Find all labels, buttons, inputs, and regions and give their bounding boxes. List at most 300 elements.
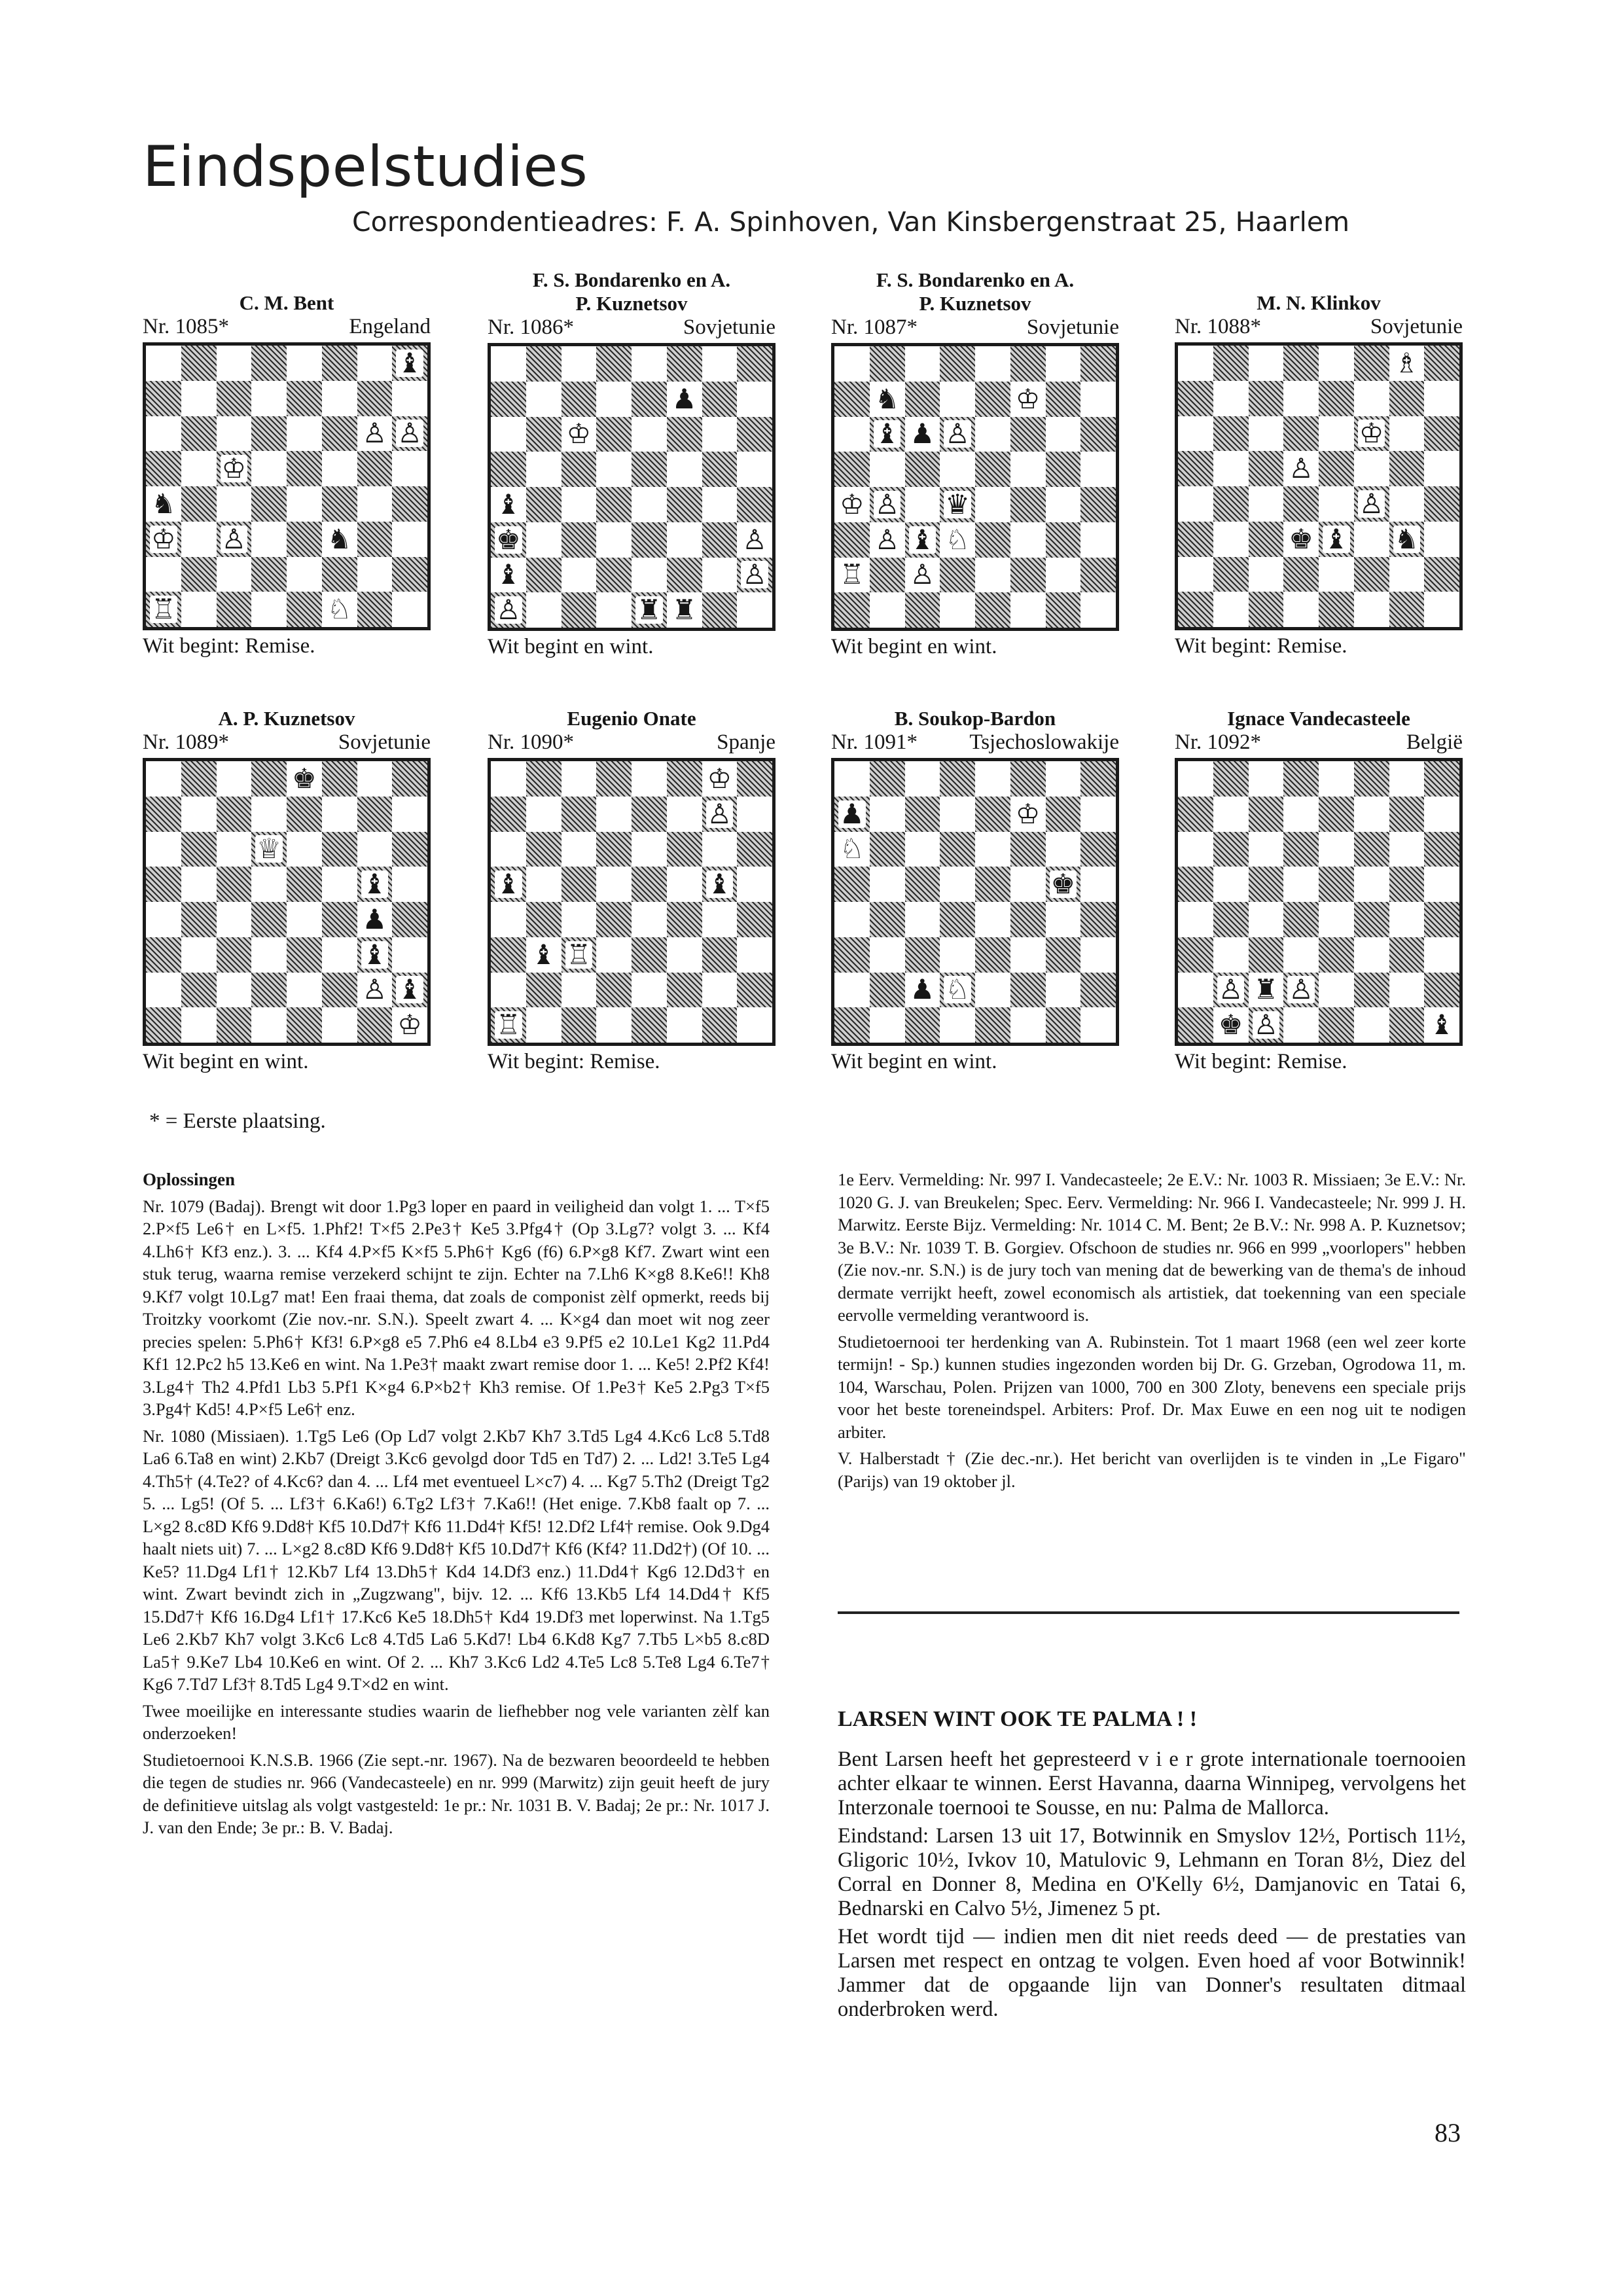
board-square [1283,1007,1319,1043]
board-square [702,973,738,1008]
board-square [632,832,667,867]
board-square [834,592,870,628]
study-author: Ignace Vandecasteele [1227,707,1410,730]
board-square [1283,902,1319,937]
board-square [392,522,427,557]
board-square [667,452,702,487]
board-square [1080,867,1116,902]
board-square [596,592,632,628]
board-square [1178,486,1213,522]
board-square [392,557,427,592]
chess-piece-icon: ♖ [566,938,592,971]
board-square [1354,557,1389,592]
paragraph: Eindstand: Larsen 13 uit 17, Botwinnik en Smyslov 12½, Portisch 11½, Gligoric 10½, Ivkov 10, Matulovic 9, Lehmann en Toran 8½, Diez del Corral en Donner 8, Medina en O'Kelly 6½, Damjanovic en Tatai 6, Bednarski en Calvo 5½, Jimenez 5 pt. [838,1824,1466,1920]
chess-piece-icon: ♝ [531,938,556,971]
chess-piece-icon: ♝ [362,938,387,971]
board-square [596,761,632,797]
chess-piece-icon: ♜ [637,594,662,626]
board-square [702,867,738,902]
chess-piece-icon: ♜ [1253,973,1279,1006]
board-square [217,761,252,797]
chess-piece-icon: ♙ [874,488,900,520]
board-square [1249,1007,1284,1043]
board-square [940,522,975,558]
chess-piece-icon: ♔ [397,1009,422,1041]
board-square [217,486,252,522]
board-square [1046,902,1081,937]
board-square [1213,761,1249,797]
board-square [632,902,667,937]
board-square [905,417,940,452]
board-square [1249,797,1284,832]
board-square [392,937,427,973]
board-square [702,1007,738,1043]
board-square [491,973,526,1008]
board-square [322,522,357,557]
board-square [596,487,632,522]
board-square [905,558,940,593]
board-square [737,487,772,522]
board-square [632,797,667,832]
chess-piece-icon: ♟ [840,797,865,830]
board-square [1319,451,1354,486]
board-square [1389,416,1425,452]
board-square [1046,452,1081,487]
board-square [667,592,702,628]
board-square [392,902,427,937]
board-square [287,937,322,973]
chess-piece-icon: ♔ [566,418,592,450]
board-square [1319,761,1354,797]
board-square [737,973,772,1008]
board-square [596,522,632,558]
board-square [1080,558,1116,593]
article-body [838,1748,1466,2026]
board-square [632,937,667,973]
board-square [975,1007,1010,1043]
board-square [251,1007,287,1043]
chess-piece-icon: ♞ [151,487,176,520]
board-square [1213,832,1249,867]
chess-piece-icon: ♘ [840,833,865,865]
board-square [905,867,940,902]
board-square [287,867,322,902]
board-square [392,1007,427,1043]
board-square [870,937,905,973]
board-square [146,1007,181,1043]
chess-piece-icon: ♙ [910,558,935,591]
board-square [834,761,870,797]
board-square [1354,451,1389,486]
board-square [181,797,217,832]
board-square [562,1007,597,1043]
board-square [667,761,702,797]
board-square [1354,902,1389,937]
chess-piece-icon: ♙ [496,594,521,626]
paragraph: Het wordt tijd — indien men dit niet reeds deed — de prestaties van Larsen met respect en ontzag te volgen. Even hoed af voor Botwinnik! Jammer dat de opgaande lijn van Donner's resultaten ditmaal onderbroken werd. [838,1925,1466,2021]
board-square [702,522,738,558]
chess-piece-icon: ♘ [945,973,970,1006]
board-square [1080,522,1116,558]
board-square [940,832,975,867]
board-square [526,592,562,628]
board-square [1249,522,1284,557]
board-square [667,937,702,973]
board-square [526,973,562,1008]
study-author: Eugenio Onate [567,707,696,730]
board-square [1010,558,1046,593]
chess-piece-icon: ♖ [840,558,865,591]
chess-piece-icon: ♝ [910,523,935,556]
study-condition: Wit begint: Remise. [1175,634,1347,658]
board-square [1046,346,1081,382]
board-square [146,346,181,381]
board-square [632,382,667,417]
board-square [1080,937,1116,973]
board-square [1010,382,1046,417]
board-square [357,867,393,902]
board-square [1249,973,1284,1008]
board-square [834,973,870,1008]
board-square [1010,797,1046,832]
board-square [1283,761,1319,797]
board-square [146,486,181,522]
board-square [1424,451,1459,486]
board-square [491,832,526,867]
board-square [975,522,1010,558]
board-square [181,867,217,902]
board-square [1178,867,1213,902]
board-square [322,867,357,902]
board-square [834,417,870,452]
board-square [1354,592,1389,627]
chess-piece-icon: ♝ [397,346,422,379]
board-square [1178,416,1213,452]
board-square [1389,381,1425,416]
board-square [491,346,526,382]
board-square [1249,557,1284,592]
study-1092 [1175,707,1463,1074]
board-square [1249,486,1284,522]
board-square [392,451,427,486]
board-square [392,973,427,1008]
board-square [1424,1007,1459,1043]
board-square [1424,522,1459,557]
board-square [1424,937,1459,973]
chess-piece-icon: ♙ [1289,452,1313,485]
board-square [1178,937,1213,973]
board-square [975,867,1010,902]
board-square [181,902,217,937]
board-square [287,451,322,486]
board-square [1080,832,1116,867]
board-square [357,832,393,867]
chess-piece-icon: ♝ [496,558,521,591]
board-square [737,558,772,593]
board-square [562,487,597,522]
board-square [1283,486,1319,522]
board-square [287,557,322,592]
board-square [667,346,702,382]
board-square [702,797,738,832]
board-square [357,1007,393,1043]
board-square [870,452,905,487]
board-square [357,416,393,452]
board-square [357,902,393,937]
chess-piece-icon: ♔ [221,452,247,485]
board-square [526,937,562,973]
board-square [1046,973,1081,1008]
board-square [251,937,287,973]
chess-diagram [1175,342,1463,630]
board-square [1354,346,1389,381]
board-square [181,381,217,416]
board-square [217,1007,252,1043]
board-square [526,761,562,797]
board-square [392,797,427,832]
board-square [357,346,393,381]
board-square [1283,522,1319,557]
board-square [1389,902,1425,937]
board-square [1319,832,1354,867]
page-title: Eindspelstudies [143,134,588,200]
board-square [392,867,427,902]
study-1089 [143,707,431,1074]
board-square [287,902,322,937]
board-square [870,867,905,902]
board-square [562,867,597,902]
chess-piece-icon: ♝ [397,973,422,1006]
board-square [357,522,393,557]
board-square [251,902,287,937]
board-square [1424,381,1459,416]
board-square [287,973,322,1008]
board-square [181,937,217,973]
board-square [975,973,1010,1008]
board-square [392,592,427,627]
board-square [217,832,252,867]
study-condition: Wit begint: Remise. [143,634,315,658]
board-square [1283,557,1319,592]
board-square [632,417,667,452]
solutions-column [143,1168,770,1843]
board-square [287,592,322,627]
board-square [870,592,905,628]
board-square [1178,557,1213,592]
board-square [1354,761,1389,797]
chess-piece-icon: ♚ [1050,868,1076,901]
board-square [287,832,322,867]
board-square [1319,797,1354,832]
board-square [491,592,526,628]
board-square [1319,592,1354,627]
study-condition: Wit begint: Remise. [488,1050,660,1073]
board-square [632,487,667,522]
board-square [1424,902,1459,937]
study-number: Nr. 1089* [143,730,229,754]
board-square [357,592,393,627]
board-square [217,346,252,381]
board-square [1046,558,1081,593]
board-square [322,592,357,627]
board-square [322,973,357,1008]
board-square [702,558,738,593]
board-square [596,973,632,1008]
chess-diagram [831,343,1119,631]
board-square [322,797,357,832]
board-square [1080,417,1116,452]
board-square [1249,416,1284,452]
board-square [1178,973,1213,1008]
board-square [975,797,1010,832]
board-square [251,761,287,797]
board-square [357,937,393,973]
board-square [1213,592,1249,627]
board-square [357,381,393,416]
chess-piece-icon: ♕ [257,833,281,865]
board-square [1046,522,1081,558]
board-square [357,451,393,486]
board-square [1080,797,1116,832]
board-square [702,937,738,973]
board-square [940,902,975,937]
chess-diagram [488,343,776,631]
board-square [181,522,217,557]
study-number: Nr. 1085* [143,315,229,338]
board-square [702,382,738,417]
board-square [1354,973,1389,1008]
board-square [834,522,870,558]
board-square [1213,346,1249,381]
chess-piece-icon: ♖ [151,593,176,626]
board-square [737,797,772,832]
chess-piece-icon: ♘ [327,593,352,626]
board-square [870,346,905,382]
board-square [217,592,252,627]
chess-piece-icon: ♟ [910,418,935,450]
board-square [146,902,181,937]
board-square [357,761,393,797]
board-square [1046,761,1081,797]
board-square [1319,902,1354,937]
board-square [905,761,940,797]
board-square [1389,1007,1425,1043]
chess-piece-icon: ♔ [1359,417,1384,450]
board-square [392,761,427,797]
board-square [667,417,702,452]
board-square [905,902,940,937]
board-square [596,346,632,382]
board-square [1249,902,1284,937]
board-square [251,557,287,592]
chess-piece-icon: ♞ [327,522,352,555]
board-square [491,417,526,452]
board-square [1424,557,1459,592]
board-square [834,832,870,867]
article-headline: LARSEN WINT OOK TE PALMA ! ! [838,1707,1198,1731]
board-square [217,416,252,452]
study-condition: Wit begint en wint. [831,1050,997,1073]
board-square [1249,832,1284,867]
board-square [667,867,702,902]
board-square [870,902,905,937]
chess-piece-icon: ♙ [362,973,387,1006]
board-square [1319,1007,1354,1043]
study-country: Tsjechoslowakije [969,730,1119,754]
board-square [491,761,526,797]
board-square [562,592,597,628]
chess-piece-icon: ♙ [742,523,767,556]
chess-diagram [143,342,431,630]
board-square [322,902,357,937]
board-square [526,417,562,452]
board-square [322,486,357,522]
board-square [322,557,357,592]
board-square [357,557,393,592]
board-square [1010,417,1046,452]
board-square [1354,832,1389,867]
board-square [217,797,252,832]
board-square [181,416,217,452]
board-square [562,346,597,382]
board-square [1389,832,1425,867]
board-square [596,902,632,937]
study-country: België [1406,730,1463,754]
board-square [1424,486,1459,522]
board-square [667,797,702,832]
board-square [737,382,772,417]
chess-piece-icon: ♘ [945,523,970,556]
board-square [287,346,322,381]
board-square [940,797,975,832]
board-square [146,416,181,452]
board-square [1010,761,1046,797]
board-square [737,592,772,628]
board-square [1354,797,1389,832]
board-square [737,452,772,487]
chess-piece-icon: ♝ [874,418,900,450]
board-square [596,558,632,593]
board-square [1010,452,1046,487]
board-square [632,558,667,593]
paragraph: Nr. 1080 (Missiaen). 1.Tg5 Le6 (Op Ld7 volgt 2.Kb7 Kh7 3.Td5 Lg4 4.Kc6 Lc8 5.Td8 La6 6.Ta8 en wint) 2.Kb7 (Dreigt 3.Kc6 gevolgd door Td5 en Td7) 2. ... Ld2! 3.Te5 Lg4 4.Th5† (4.Te2? of 4.Kc6? dan 4. ... Lf4 met eventueel L×c7) 4. ... Kg7 5.Th2 (Dreigt Tg2 5. ... Lg5! (Of 5. ... Lf3† 6.Ka6!) 6.Tg2 Lf3† 7.Ka6!! (Het enige. 7.Kb8 faalt op 7. ... L×g2 8.c8D Kf6 9.Dd8† Kf5 10.Dd7† Kf6 11.Dd4† Kf5! 12.Df2 Lf4† remise. Ook 9.Dg4 haalt niets uit) 7. ... L×g2 8.c8D Kf6 9.Dd8† Kf5 10.Dd7† Kf6 (Kf4? 11.Dd2†) (Of 10. ... Ke5? 11.Dg4 Lf1† 12.Kb7 Lf4 13.Dh5† Kd4 14.Df3 enz.) 11.Dd4† Kg6 12.Dd3† en wint. Zwart bevindt zich in „Zugzwang", bijv. 12. ... Kf6 13.Kb5 Lf4 14.Dd4† Kf5 15.Dd7† Kf6 16.Dg4 Lf1† 17.Kc6 Ke5 18.Dh5† Kd4 19.Df3 met loperwinst. Na 1.Tg5 Le6 2.Kb7 Kh7 volgt 3.Kc6 Lc8 4.Td5 La6 5.Kd7! Lb4 6.Kd8 Kg7 7.Tb5 L×b5 8.c8D La5† 9.Ke7 Lb4 10.Ke6 en wint. Of 2. ... Kh7 3.Kc6 Ld2 4.Te5 Lc8 5.Te8 Lg4 6.Te7† Kg6 7.Td7 Lf3† 8.Td5 Lg4 9.T×d2 en wint. [143,1426,770,1694]
board-square [596,797,632,832]
board-square [667,487,702,522]
board-square [596,832,632,867]
chess-diagram [488,758,776,1046]
board-square [905,797,940,832]
board-square [146,381,181,416]
board-square [1213,902,1249,937]
board-square [392,832,427,867]
study-condition: Wit begint en wint. [831,635,997,658]
section-heading: Oplossingen [143,1170,236,1189]
board-square [146,592,181,627]
study-1087 [831,268,1119,659]
board-square [596,452,632,487]
board-square [1319,381,1354,416]
board-square [1389,797,1425,832]
board-square [251,346,287,381]
board-square [1046,487,1081,522]
board-square [526,1007,562,1043]
board-square [526,902,562,937]
board-square [1080,761,1116,797]
chess-piece-icon: ♝ [496,488,521,520]
board-square [1080,1007,1116,1043]
chess-piece-icon: ♙ [742,558,767,591]
board-square [870,382,905,417]
